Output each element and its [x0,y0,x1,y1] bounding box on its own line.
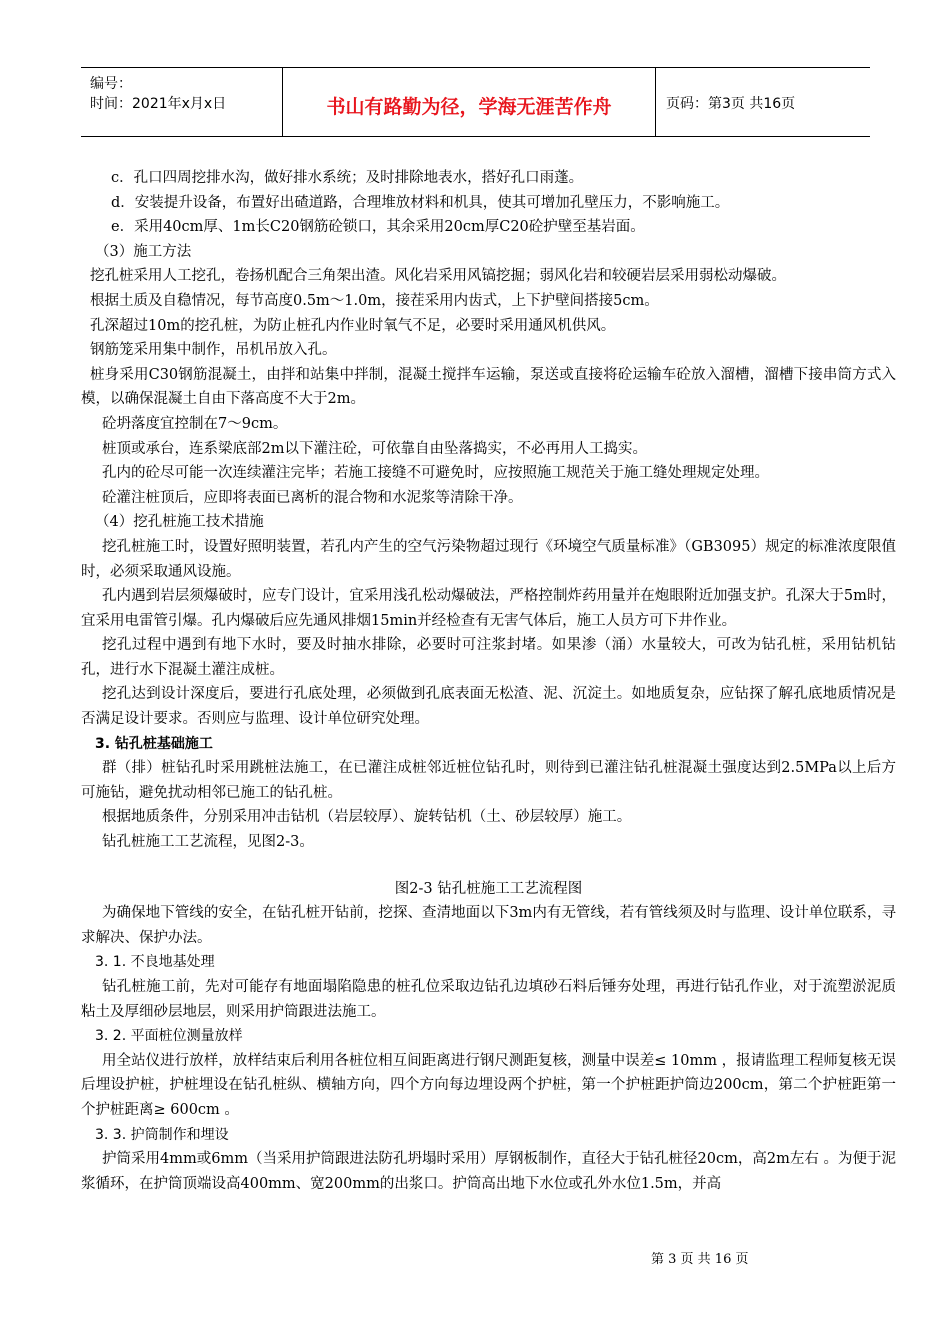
paragraph: 挖孔桩采用人工挖孔，卷扬机配合三角架出渣。风化岩采用风镐挖掘；弱风化岩和较硬岩层采用弱松动爆破。 [90,268,786,285]
page-header [81,67,870,137]
paragraph: 桩身采用C30钢筋混凝土，由拌和站集中拌制，混凝土搅拌车运输，泵送或直接将砼运输车砼放入溜槽，溜槽下接串筒方式入模，以确保混凝土自由下落高度不大于2m。 [81,366,896,408]
subsection-heading-3-2: 3. 2. 平面桩位测量放样 [95,1028,243,1045]
paragraph: 砼坍落度宜控制在7～9cm。 [102,415,288,432]
paragraph: 群（排）桩钻孔时采用跳桩法施工，在已灌注成桩邻近桩位钻孔时，则待到已灌注钻孔桩混凝土强度达到2.5MPa以上后方可施钻，避免扰动相邻已施工的钻孔桩。 [81,760,896,801]
header-motto-cell [283,68,656,136]
paragraph: 孔内的砼尽可能一次连续灌注完毕；若施工接缝不可避免时，应按照施工规范关于施工缝处理规定处理。 [102,465,769,482]
page-footer: 第 3 页 共 16 页 [651,1252,749,1267]
header-info-cell [81,68,283,136]
paragraph: 挖孔过程中遇到有地下水时，要及时抽水排除，必要时可注浆封堵。如果渗（涌）水量较大，可改为钻孔桩，采用钻机钻孔，进行水下混凝土灌注成桩。 [81,637,896,678]
paragraph: 钢筋笼采用集中制作，吊机吊放入孔。 [90,342,337,359]
list-item-c: c．孔口四周挖排水沟，做好排水系统；及时排除地表水，搭好孔口雨蓬。 [111,170,584,186]
section-heading-3: （3）施工方法 [95,243,192,260]
paragraph: 挖孔达到设计深度后，要进行孔底处理，必须做到孔底表面无松渣、泥、沉淀土。如地质复杂，应钻探了解孔底地质情况是否满足设计要求。否则应与监理、设计单位研究处理。 [81,686,896,728]
header-page-cell [656,68,870,136]
header-page-number: 页码：第3页 共16页 [666,96,796,112]
paragraph: 孔深超过10m的挖孔桩，为防止桩孔内作业时氧气不足，必要时采用通风机供风。 [90,317,616,334]
paragraph: 为确保地下管线的安全，在钻孔桩开钻前，挖探、查清地面以下3m内有无管线，若有管线须及时与监理、设计单位联系，寻求解决、保护办法。 [81,905,896,946]
paragraph: 根据地质条件，分别采用冲击钻机（岩层较厚）、旋转钻机（土、砂层较厚）施工。 [102,809,632,826]
figure-caption: 图2-3 钻孔桩施工工艺流程图 [394,880,583,897]
list-item-d: d．安装提升设备，布置好出碴道路，合理堆放材料和机具，使其可增加孔壁压力，不影响施工。 [111,194,730,211]
header-motto: 书山有路勤为径，学海无涯苦作舟 [326,96,612,118]
paragraph: 砼灌注桩顶后，应即将表面已离析的混合物和水泥浆等清除干净。 [102,489,523,506]
paragraph: 护筒采用4mm或6mm（当采用护筒跟进法防孔坍塌时采用）厚钢板制作，直径大于钻孔桩径20cm，高2m左右 。为便于泥浆循环，在护筒顶端设高400mm、宽200mm的出浆口。护筒高出地下水位或孔外水位1.5m，并高 [81,1151,896,1192]
subsection-heading-3-3: 3. 3. 护筒制作和埋设 [95,1126,229,1143]
section-heading-drilled-pile: 3. 钻孔桩基础施工 [95,735,213,752]
paragraph: 用全站仪进行放样，放样结束后利用各桩位相互间距离进行钢尺测距复核，测量中误差≤ 10mm ，报请监理工程师复核无误后埋设护桩，护桩埋设在钻孔桩纵、横轴方向，四个方向每边埋设两个护桩，第一个护桩距护筒边200cm，第二个护桩距第一个护桩距离≥ 600cm 。 [81,1052,896,1118]
paragraph: 根据土质及自稳情况，每节高度0.5m～1.0m，接茬采用内齿式，上下护壁间搭接5cm。 [90,292,659,309]
subsection-heading-3-1: 3. 1. 不良地基处理 [95,954,215,971]
section-heading-4: （4）挖孔桩施工技术措施 [95,514,264,531]
paragraph: 桩顶或承台，连系梁底部2m以下灌注砼，可依靠自由坠落捣实，不必再用人工捣实。 [102,440,647,457]
document-body [81,166,896,1196]
document-number-label: 编号： [90,76,132,92]
list-item-e: e．采用40cm厚、1m长C20钢筋砼锁口，其余采用20cm厚C20砼护壁至基岩面。 [111,219,645,236]
paragraph: 挖孔桩施工时，设置好照明装置，若孔内产生的空气污染物超过现行《环境空气质量标准》（GB3095）规定的标准浓度限值时，必须采取通风设施。 [81,538,896,580]
paragraph: 孔内遇到岩层须爆破时，应专门设计，宜采用浅孔松动爆破法，严格控制炸药用量并在炮眼附近加强支护。孔深大于5m时，宜采用电雷管引爆。孔内爆破后应先通风排烟15min并经检查有无害气体后，施工人员方可下井作业。 [81,588,896,629]
paragraph: 钻孔桩施工前，先对可能存有地面塌陷隐患的桩孔位采取边钻孔边填砂石料后锤夯处理，再进行钻孔作业，对于流塑淤泥质粘土及厚细砂层地层，则采用护筒跟进法施工。 [81,979,896,1020]
paragraph: 钻孔桩施工工艺流程，见图2-3。 [102,834,314,851]
document-date-label: 时间：2021年x月x日 [90,96,227,112]
